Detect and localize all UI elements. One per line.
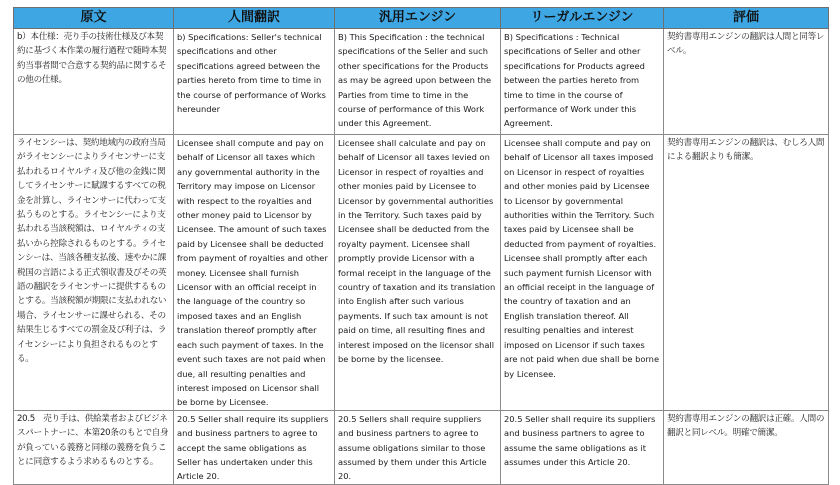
human-translation-cell: b) Specifications: Seller's technical specifications and other specifications agreed between the parties hereto from time to time in the course of performance of Works hereunder [174, 29, 335, 135]
header-evaluation: 評価 [664, 8, 829, 29]
header-legal-engine: リーガルエンジン [501, 8, 664, 29]
source-text-cell: ライセンシーは、契約地域内の政府当局がライセンシーによりライセンサーに支払われるロイヤルティ及び他の金銭に関してライセンサーに賦課するすべての税金を計算し、ライセンサーに代わって支払うものとする。ライセンシーにより支払われる当該税額は、ロイヤルティの支払いから控除されるものとする。ライセンシーは、当該各種支払後、速やかに課税国の言語による正式領収書及びその英語の翻訳をライセンサーに提供するものとする。当該税額が期限に支払われない場合、ライセンサーに課せられる、その結果生じるすべての罰金及び利子は、ライセンシーにより負担されるものとする。 [14, 135, 174, 411]
source-text-cell: 20.5 売り手は、供給業者およびビジネスパートナーに、本第20条のもとで自身が負っている義務と同様の義務を負うことに同意するよう求めるものとする。 [14, 410, 174, 484]
table-row [14, 29, 829, 135]
legal-engine-cell: 20.5 Seller shall require its suppliers and business partners to agree to assume the same obligations as it assumes under this Article 20. [501, 410, 664, 484]
table-row [14, 135, 829, 411]
human-translation-cell: 20.5 Seller shall require its suppliers and business partners to agree to accept the same obligations as Seller has undertaken under this Article 20. [174, 410, 335, 484]
general-engine-cell: Licensee shall calculate and pay on behalf of Licensor all taxes levied on Licensor in respect of royalties and other monies paid by Licensee to Licensor by governmental authorities in the Territory. Such taxes paid by Licensee shall be deducted from the royalty payment. Licensee shall promptly provide Licensor with a formal receipt in the language of the country of taxation and its translation into English after such various payments. If such tax amount is not paid on time, all resulting fines and interest imposed on the licensor shall be borne by the licensee. [335, 135, 501, 411]
header-source-text: 原文 [14, 8, 174, 29]
table-header [14, 8, 829, 29]
evaluation-cell: 契約書専用エンジンの翻訳は人間と同等レベル。 [664, 29, 829, 135]
general-engine-cell: 20.5 Sellers shall require suppliers and business partners to agree to assume obligations similar to those assumed by them under this Article 20. [335, 410, 501, 484]
header-human-translation: 人間翻訳 [174, 8, 335, 29]
source-text-cell: b）本仕様：売り手の技術仕様及び本契約に基づく本作業の履行過程で随時本契約当事者間で合意する契約品に関するその他の仕様。 [14, 29, 174, 135]
evaluation-cell: 契約書専用エンジンの翻訳は、むしろ人間による翻訳よりも簡潔。 [664, 135, 829, 411]
header-row [14, 8, 829, 29]
header-general-engine: 汎用エンジン [335, 8, 501, 29]
general-engine-cell: B) This Specification : the technical specifications of the Seller and such other specifications for the Products as may be agreed upon between the Parties from time to time in the course of performance of this Work under this Agreement. [335, 29, 501, 135]
evaluation-cell: 契約書専用エンジンの翻訳は正確。人間の翻訳と同レベル。明確で簡潔。 [664, 410, 829, 484]
table-row [14, 410, 829, 484]
translation-comparison-table [13, 7, 829, 485]
table-body [14, 29, 829, 485]
legal-engine-cell: B) Specifications : Technical specifications of Seller and other specifications for Products agreed between the parties hereto from time to time in the course of performance of Work under this Agreement. [501, 29, 664, 135]
human-translation-cell: Licensee shall compute and pay on behalf of Licensor all taxes which any governmental authority in the Territory may impose on Licensor with respect to the royalties and other money paid to Licensor by Licensee. The amount of such taxes paid by Licensee shall be deducted from payment of royalties and other money. Licensee shall furnish Licensor with an official receipt in the language of the country so imposed taxes and an English translation thereof promptly after each such payment of taxes. In the event such taxes are not paid when due, all resulting penalties and interest imposed on Licensor shall be borne by Licensee. [174, 135, 335, 411]
legal-engine-cell: Licensee shall compute and pay on behalf of Licensor all taxes imposed on Licensor in respect of royalties and other monies paid by Licensee to Licensor by governmental authorities within the Territory. Such taxes paid by Licensee shall be deducted from payment of royalties. Licensee shall promptly after each such payment furnish Licensor with an official receipt in the language of the country of taxation and an English translation thereof. All resulting penalties and interest imposed on Licensor if such taxes are not paid when due shall be borne by Licensee. [501, 135, 664, 411]
comparison-table-container [13, 7, 828, 485]
